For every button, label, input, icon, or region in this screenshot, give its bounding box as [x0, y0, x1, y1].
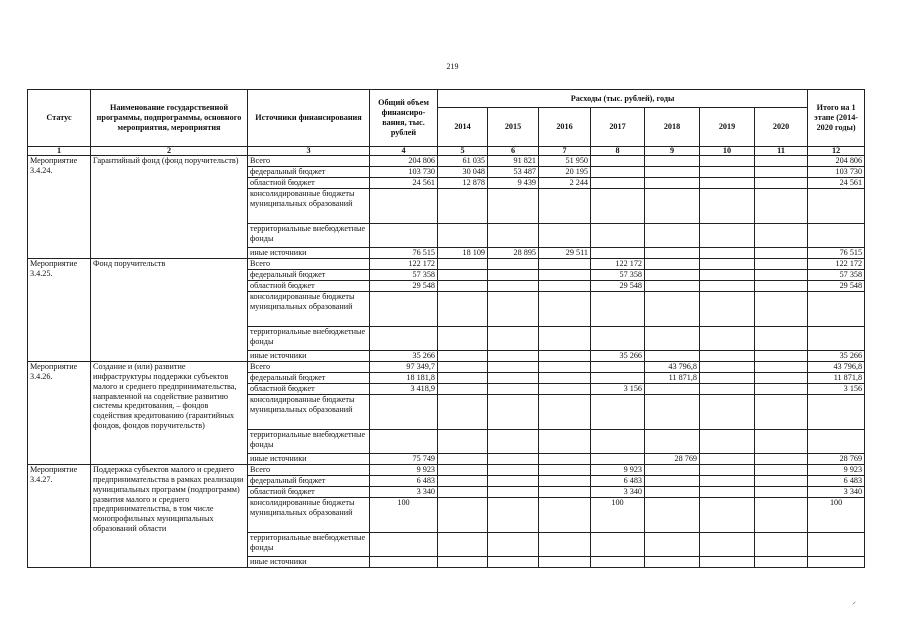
year-cell [700, 362, 755, 373]
itogo-cell: 35 266 [808, 351, 865, 362]
header-year-2019: 2019 [700, 108, 755, 147]
year-cell [539, 454, 591, 465]
page-number: 219 [446, 62, 459, 71]
year-cell [755, 395, 808, 430]
table-row [28, 156, 865, 167]
itogo-cell: 103 730 [808, 167, 865, 178]
total-cell: 35 266 [370, 351, 438, 362]
year-cell [700, 178, 755, 189]
funding-source: Всего [248, 362, 370, 373]
year-cell [488, 281, 539, 292]
itogo-cell: 122 172 [808, 259, 865, 270]
itogo-cell: 76 515 [808, 248, 865, 259]
itogo-cell: 6 483 [808, 476, 865, 487]
header-total: Общий объем финансиро-вания, тыс. рублей [370, 90, 438, 147]
column-number: 6 [488, 147, 539, 156]
year-cell [438, 270, 488, 281]
year-cell [645, 189, 700, 224]
column-number: 4 [370, 147, 438, 156]
total-cell [370, 395, 438, 430]
year-cell [539, 384, 591, 395]
funding-source: Всего [248, 259, 370, 270]
year-cell [755, 270, 808, 281]
funding-source: иные источники [248, 454, 370, 465]
year-cell [645, 270, 700, 281]
header-itogo: Итого на 1 этапе (2014-2020 годы) [808, 90, 865, 147]
total-cell: 24 561 [370, 178, 438, 189]
column-numbers-row [28, 147, 865, 156]
itogo-cell: 43 796,8 [808, 362, 865, 373]
measure-status: Мероприятие 3.4.27. [28, 465, 91, 568]
year-cell [700, 281, 755, 292]
year-cell [438, 476, 488, 487]
column-number: 2 [91, 147, 248, 156]
itogo-cell: 28 769 [808, 454, 865, 465]
year-cell [539, 327, 591, 351]
year-cell [755, 292, 808, 327]
year-cell [645, 557, 700, 568]
year-cell [700, 476, 755, 487]
year-cell [488, 454, 539, 465]
measure-name: Создание и (или) развитие инфраструктуры поддержки субъектов малого и среднего предпринимательства, направленной на содействие развитию системы кредитования, – фондов содействия кредитованию (гарантийных фондов, фондов поручительств) [91, 362, 248, 465]
year-cell [700, 259, 755, 270]
funding-source: Всего [248, 156, 370, 167]
year-cell [645, 327, 700, 351]
year-cell [755, 373, 808, 384]
funding-source: федеральный бюджет [248, 270, 370, 281]
year-cell: 122 172 [591, 259, 645, 270]
year-cell [539, 351, 591, 362]
funding-source: областной бюджет [248, 384, 370, 395]
year-cell [591, 248, 645, 259]
funding-source: федеральный бюджет [248, 167, 370, 178]
column-number: 3 [248, 147, 370, 156]
year-cell [539, 189, 591, 224]
year-cell [539, 259, 591, 270]
year-cell [645, 465, 700, 476]
column-number: 7 [539, 147, 591, 156]
year-cell [539, 395, 591, 430]
total-cell [370, 533, 438, 557]
total-cell [370, 292, 438, 327]
year-cell: 35 266 [591, 351, 645, 362]
header-expenses: Расходы (тыс. рублей), годы [438, 90, 808, 108]
year-cell [539, 373, 591, 384]
header-name: Наименование государственной программы, подпрограммы, основного мероприятия, мероприятия [91, 90, 248, 147]
total-cell: 100 [370, 498, 438, 533]
year-cell [539, 270, 591, 281]
year-cell [645, 476, 700, 487]
column-number: 10 [700, 147, 755, 156]
year-cell [700, 292, 755, 327]
itogo-cell: 3 156 [808, 384, 865, 395]
year-cell [488, 476, 539, 487]
year-cell [645, 248, 700, 259]
total-cell: 9 923 [370, 465, 438, 476]
total-cell [370, 327, 438, 351]
column-number: 8 [591, 147, 645, 156]
header-year-2014: 2014 [438, 108, 488, 147]
itogo-cell: 3 340 [808, 487, 865, 498]
year-cell [438, 327, 488, 351]
year-cell [755, 156, 808, 167]
year-cell [700, 465, 755, 476]
itogo-cell: 100 [808, 498, 865, 533]
total-cell [370, 557, 438, 568]
year-cell [488, 351, 539, 362]
year-cell [755, 498, 808, 533]
year-cell [645, 430, 700, 454]
itogo-cell: 204 806 [808, 156, 865, 167]
year-cell [438, 259, 488, 270]
year-cell [488, 498, 539, 533]
year-cell: 43 796,8 [645, 362, 700, 373]
year-cell [755, 281, 808, 292]
year-cell [591, 373, 645, 384]
year-cell: 28 895 [488, 248, 539, 259]
year-cell [700, 395, 755, 430]
year-cell [755, 362, 808, 373]
funding-source: консолидированные бюджеты муниципальных образований [248, 395, 370, 430]
year-cell [438, 373, 488, 384]
year-cell [488, 224, 539, 248]
year-cell [591, 167, 645, 178]
year-cell [488, 373, 539, 384]
year-cell: 3 156 [591, 384, 645, 395]
year-cell [591, 395, 645, 430]
year-cell [755, 465, 808, 476]
year-cell [539, 476, 591, 487]
year-cell [539, 487, 591, 498]
year-cell [539, 362, 591, 373]
year-cell [539, 292, 591, 327]
year-cell: 91 821 [488, 156, 539, 167]
measure-name: Фонд поручительств [91, 259, 248, 362]
funding-source: консолидированные бюджеты муниципальных образований [248, 498, 370, 533]
funding-source: областной бюджет [248, 487, 370, 498]
itogo-cell [808, 430, 865, 454]
year-cell [438, 189, 488, 224]
year-cell [645, 167, 700, 178]
year-cell [591, 454, 645, 465]
year-cell: 11 871,8 [645, 373, 700, 384]
year-cell [539, 498, 591, 533]
itogo-cell: 29 548 [808, 281, 865, 292]
year-cell [438, 362, 488, 373]
year-cell [700, 557, 755, 568]
year-cell [645, 351, 700, 362]
funding-source: иные источники [248, 248, 370, 259]
total-cell: 29 548 [370, 281, 438, 292]
year-cell [700, 327, 755, 351]
year-cell: 53 487 [488, 167, 539, 178]
funding-source: областной бюджет [248, 178, 370, 189]
year-cell [755, 476, 808, 487]
year-cell [645, 384, 700, 395]
year-cell [700, 248, 755, 259]
year-cell [645, 533, 700, 557]
year-cell [488, 259, 539, 270]
year-cell [755, 557, 808, 568]
funding-source: территориальные внебюджетные фонды [248, 327, 370, 351]
year-cell [539, 430, 591, 454]
scan-mark: ⸝ [852, 597, 856, 606]
header-year-2018: 2018 [645, 108, 700, 147]
year-cell [438, 430, 488, 454]
year-cell [488, 189, 539, 224]
year-cell [488, 430, 539, 454]
funding-source: федеральный бюджет [248, 373, 370, 384]
year-cell [755, 327, 808, 351]
table-row [28, 465, 865, 476]
year-cell [488, 487, 539, 498]
year-cell [700, 224, 755, 248]
funding-source: Всего [248, 465, 370, 476]
year-cell [488, 384, 539, 395]
itogo-cell: 11 871,8 [808, 373, 865, 384]
itogo-cell: 9 923 [808, 465, 865, 476]
funding-source: иные источники [248, 351, 370, 362]
year-cell [700, 454, 755, 465]
year-cell: 3 340 [591, 487, 645, 498]
total-cell: 3 418,9 [370, 384, 438, 395]
measure-status: Мероприятие 3.4.24. [28, 156, 91, 259]
year-cell [488, 557, 539, 568]
header-year-2016: 2016 [539, 108, 591, 147]
measure-name: Поддержка субъектов малого и среднего предпринимательства в рамках реализации муниципальных программ (подпрограмм) развития малого и среднего предпринимательства, в том числе монопрофильных муниципальных образований области [91, 465, 248, 568]
year-cell [539, 557, 591, 568]
year-cell [645, 224, 700, 248]
year-cell [700, 498, 755, 533]
total-cell: 204 806 [370, 156, 438, 167]
year-cell [645, 156, 700, 167]
total-cell: 6 483 [370, 476, 438, 487]
itogo-cell [808, 533, 865, 557]
column-number: 5 [438, 147, 488, 156]
measure-status: Мероприятие 3.4.25. [28, 259, 91, 362]
year-cell [438, 224, 488, 248]
year-cell [755, 384, 808, 395]
total-cell: 76 515 [370, 248, 438, 259]
year-cell [438, 395, 488, 430]
year-cell: 61 035 [438, 156, 488, 167]
year-cell [488, 292, 539, 327]
itogo-cell: 24 561 [808, 178, 865, 189]
year-cell [488, 395, 539, 430]
itogo-cell [808, 292, 865, 327]
year-cell [755, 178, 808, 189]
year-cell [438, 465, 488, 476]
year-cell [755, 487, 808, 498]
year-cell [755, 248, 808, 259]
year-cell: 6 483 [591, 476, 645, 487]
itogo-cell [808, 557, 865, 568]
itogo-cell [808, 395, 865, 430]
total-cell: 97 349,7 [370, 362, 438, 373]
year-cell [438, 384, 488, 395]
year-cell [438, 281, 488, 292]
total-cell [370, 430, 438, 454]
year-cell [591, 178, 645, 189]
year-cell [700, 384, 755, 395]
year-cell [645, 498, 700, 533]
year-cell [591, 557, 645, 568]
year-cell: 18 109 [438, 248, 488, 259]
year-cell [645, 259, 700, 270]
year-cell: 30 048 [438, 167, 488, 178]
year-cell [438, 351, 488, 362]
year-cell [539, 465, 591, 476]
year-cell [539, 224, 591, 248]
total-cell: 57 358 [370, 270, 438, 281]
year-cell [700, 430, 755, 454]
header-year-2020: 2020 [755, 108, 808, 147]
header-year-2015: 2015 [488, 108, 539, 147]
year-cell [591, 224, 645, 248]
year-cell [700, 533, 755, 557]
year-cell [591, 533, 645, 557]
column-number: 1 [28, 147, 91, 156]
year-cell [755, 454, 808, 465]
column-number: 12 [808, 147, 865, 156]
year-cell [700, 189, 755, 224]
year-cell: 51 950 [539, 156, 591, 167]
year-cell [700, 351, 755, 362]
year-cell [700, 167, 755, 178]
year-cell [438, 292, 488, 327]
year-cell: 29 511 [539, 248, 591, 259]
year-cell [438, 454, 488, 465]
year-cell [539, 281, 591, 292]
total-cell: 103 730 [370, 167, 438, 178]
year-cell [755, 533, 808, 557]
year-cell [645, 395, 700, 430]
year-cell: 29 548 [591, 281, 645, 292]
year-cell [488, 362, 539, 373]
year-cell: 20 195 [539, 167, 591, 178]
year-cell [591, 327, 645, 351]
total-cell: 75 749 [370, 454, 438, 465]
year-cell: 2 244 [539, 178, 591, 189]
year-cell [755, 189, 808, 224]
year-cell: 57 358 [591, 270, 645, 281]
year-cell [645, 178, 700, 189]
year-cell [755, 351, 808, 362]
year-cell [488, 327, 539, 351]
year-cell [438, 487, 488, 498]
header-sources: Источники финансирования [248, 90, 370, 147]
header-year-2017: 2017 [591, 108, 645, 147]
year-cell [591, 292, 645, 327]
funding-source: федеральный бюджет [248, 476, 370, 487]
header-status: Статус [28, 90, 91, 147]
funding-source: консолидированные бюджеты муниципальных образований [248, 292, 370, 327]
year-cell [438, 557, 488, 568]
total-cell: 122 172 [370, 259, 438, 270]
year-cell [488, 465, 539, 476]
year-cell [700, 373, 755, 384]
itogo-cell: 57 358 [808, 270, 865, 281]
year-cell [755, 167, 808, 178]
year-cell [438, 533, 488, 557]
funding-source: консолидированные бюджеты муниципальных образований [248, 189, 370, 224]
table-row [28, 362, 865, 373]
itogo-cell [808, 189, 865, 224]
year-cell [488, 533, 539, 557]
column-number: 9 [645, 147, 700, 156]
total-cell [370, 224, 438, 248]
year-cell [755, 430, 808, 454]
year-cell [591, 156, 645, 167]
year-cell [591, 362, 645, 373]
year-cell [645, 487, 700, 498]
year-cell [755, 259, 808, 270]
funding-source: территориальные внебюджетные фонды [248, 430, 370, 454]
total-cell: 18 181,8 [370, 373, 438, 384]
financing-table [27, 89, 865, 568]
year-cell [645, 292, 700, 327]
year-cell [591, 189, 645, 224]
table-row [28, 259, 865, 270]
year-cell: 9 923 [591, 465, 645, 476]
year-cell [591, 430, 645, 454]
funding-source: территориальные внебюджетные фонды [248, 224, 370, 248]
year-cell: 9 439 [488, 178, 539, 189]
year-cell [755, 224, 808, 248]
total-cell: 3 340 [370, 487, 438, 498]
year-cell [700, 270, 755, 281]
total-cell [370, 189, 438, 224]
column-number: 11 [755, 147, 808, 156]
year-cell [438, 498, 488, 533]
funding-source: территориальные внебюджетные фонды [248, 533, 370, 557]
year-cell [700, 487, 755, 498]
funding-source: областной бюджет [248, 281, 370, 292]
year-cell [645, 281, 700, 292]
measure-status: Мероприятие 3.4.26. [28, 362, 91, 465]
year-cell: 12 878 [438, 178, 488, 189]
year-cell [700, 156, 755, 167]
itogo-cell [808, 327, 865, 351]
year-cell [539, 533, 591, 557]
year-cell [488, 270, 539, 281]
measure-name: Гарантийный фонд (фонд поручительств) [91, 156, 248, 259]
year-cell: 28 769 [645, 454, 700, 465]
itogo-cell [808, 224, 865, 248]
year-cell: 100 [591, 498, 645, 533]
funding-source: иные источники [248, 557, 370, 568]
